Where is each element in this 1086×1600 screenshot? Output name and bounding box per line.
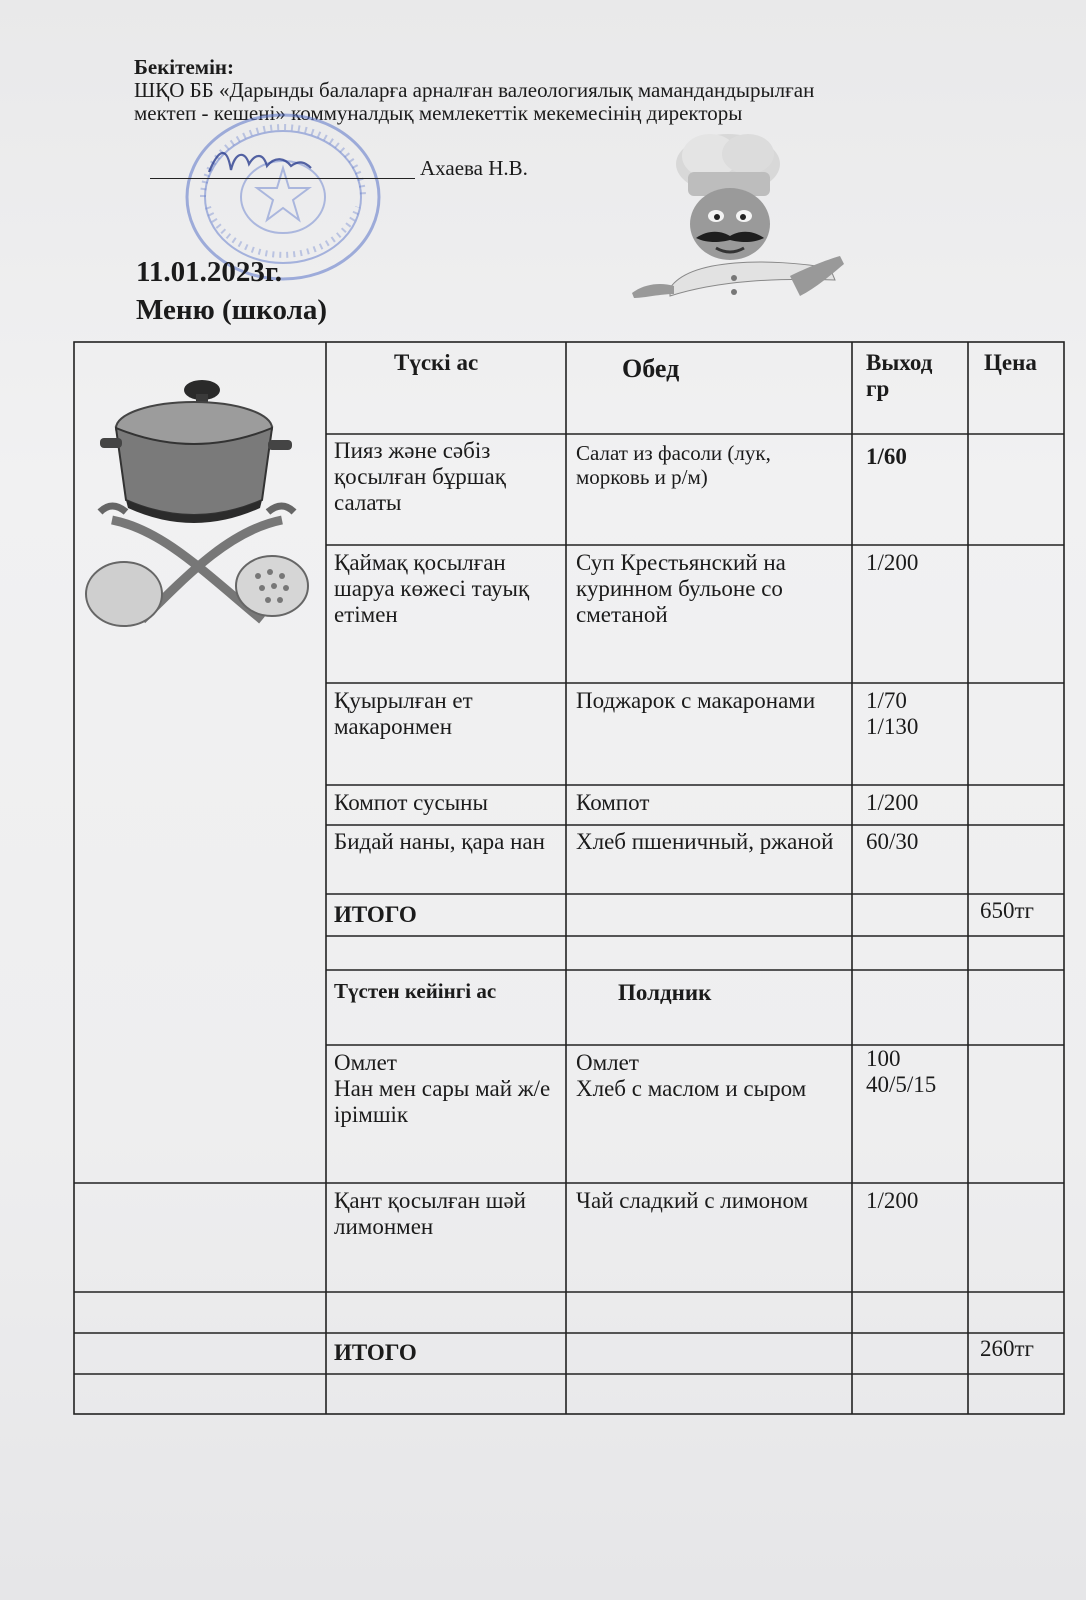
approval-line-2: мектеп - кешені» коммуналдық мемлекеттік мекемесінің директоры xyxy=(134,101,743,126)
signature-line xyxy=(150,178,415,179)
lunch-row-5-ru: Хлеб пшеничный, ржаной xyxy=(576,829,834,854)
snack-row-2-ru: Чай сладкий с лимоном xyxy=(576,1188,809,1213)
approval-line-1: ШҚО ББ «Дарынды балаларға арналған валеологиялық мамандандырылған xyxy=(134,78,815,103)
lunch-row-2-kz: Қаймақ қосылған шаруа көжесі тауық етімен xyxy=(334,550,530,627)
snack-row-1-output: 100 40/5/15 xyxy=(866,1046,937,1097)
snack-row-1-ru: Омлет Хлеб с маслом и сыром xyxy=(576,1050,807,1101)
lunch-row-3-kz: Қуырылған ет макаронмен xyxy=(334,688,473,739)
snack-total-label: ИТОГО xyxy=(334,1340,417,1365)
snack-row-1-kz: Омлет Нан мен сары май ж/е ірімшік xyxy=(334,1050,551,1127)
lunch-row-4-kz: Компот сусыны xyxy=(334,790,488,815)
lunch-row-1-output: 1/60 xyxy=(866,444,907,469)
pot-ladles-illustration xyxy=(82,380,322,670)
approval-heading: Бекітемін: xyxy=(134,55,235,79)
snack-row-2-kz: Қант қосылған шәй лимонмен xyxy=(334,1188,526,1239)
signature-scribble xyxy=(205,142,315,182)
snack-total-price: 260тг xyxy=(980,1336,1034,1361)
header-price: Цена xyxy=(984,350,1037,375)
lunch-row-5-output: 60/30 xyxy=(866,829,919,854)
lunch-row-2-output: 1/200 xyxy=(866,550,919,575)
lunch-row-4-output: 1/200 xyxy=(866,790,919,815)
lunch-row-1-ru: Салат из фасоли (лук, морковь и р/м) xyxy=(576,441,771,489)
signatory-name: Ахаева Н.В. xyxy=(420,156,528,180)
lunch-total-label: ИТОГО xyxy=(334,902,417,927)
snack-row-2-output: 1/200 xyxy=(866,1188,919,1213)
lunch-row-3-output: 1/70 1/130 xyxy=(866,688,919,739)
snack-header-kz: Түстен кейінгі ас xyxy=(334,979,497,1003)
lunch-row-5-kz: Бидай наны, қара нан xyxy=(334,829,545,854)
lunch-row-4-ru: Компот xyxy=(576,790,650,815)
lunch-row-1-kz: Пияз және сәбіз қосылған бұршақ салаты xyxy=(334,438,506,515)
snack-header-ru: Полдник xyxy=(618,980,712,1005)
menu-date: 11.01.2023г. xyxy=(136,256,283,288)
lunch-total-price: 650тг xyxy=(980,898,1034,923)
header-ru: Обед xyxy=(622,354,680,383)
lunch-row-3-ru: Поджарок с макаронами xyxy=(576,688,816,713)
chef-illustration xyxy=(630,128,860,313)
header-output: Выход гр xyxy=(866,350,933,401)
header-kz: Түскі ас xyxy=(394,350,479,375)
menu-title: Меню (школа) xyxy=(136,294,327,326)
lunch-row-2-ru: Суп Крестьянский на куринном бульоне со сметаной xyxy=(576,550,786,627)
